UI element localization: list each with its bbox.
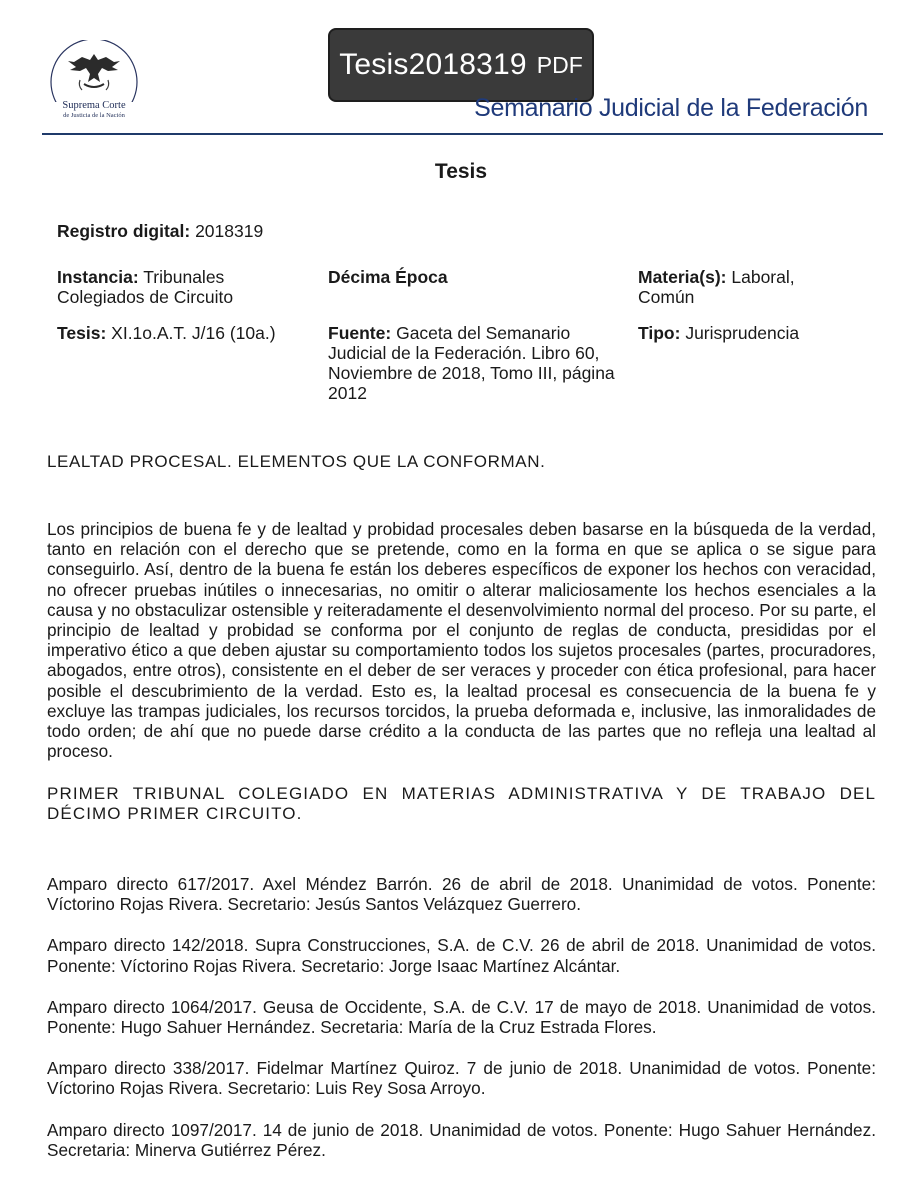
fuente-value: Gaceta del Semanario Judicial de la Federación. Libro 60, Noviembre de 2018, Tomo III, página 2012 [328, 323, 615, 403]
materias-value: Laboral, Común [638, 267, 795, 307]
epoca-field [328, 267, 448, 287]
header-divider [42, 133, 883, 135]
registro-value: 2018319 [195, 221, 264, 241]
instancia-value: Tribunales Colegiados de Circuito [57, 267, 234, 307]
materias-label: Materia(s): [638, 267, 727, 287]
registro-digital [57, 221, 263, 241]
tipo-label: Tipo: [638, 323, 681, 343]
instancia-field [57, 267, 307, 307]
pdf-format-label: PDF [536, 51, 583, 78]
instancia-label: Instancia: [57, 267, 139, 287]
tipo-field [638, 323, 799, 343]
precedent-item: Amparo directo 338/2017. Fidelmar Martínez Quiroz. 7 de junio de 2018. Unanimidad de votos. Ponente: Víctorino Rojas Rivera. Secretario: Luis Rey Sosa Arroyo. [47, 1058, 876, 1099]
document-type-title: Tesis [434, 160, 488, 183]
tesis-label: Tesis: [57, 323, 107, 343]
logo-name-line1: Suprema Corte [62, 100, 126, 111]
pdf-title-badge[interactable] [328, 28, 594, 102]
publication-masthead: Semanario Judicial de la Federación [474, 94, 868, 122]
court-logo [46, 40, 142, 126]
precedent-item: Amparo directo 142/2018. Supra Construcciones, S.A. de C.V. 26 de abril de 2018. Unanimidad de votos. Ponente: Víctorino Rojas Rivera. Secretario: Jorge Isaac Martínez Alcántar. [47, 935, 876, 976]
fuente-field [328, 323, 630, 403]
epoca-value: Décima Época [328, 267, 448, 287]
precedent-item: Amparo directo 617/2017. Axel Méndez Barrón. 26 de abril de 2018. Unanimidad de votos. Ponente: Víctorino Rojas Rivera. Secretario: Jesús Santos Velázquez Guerrero. [47, 874, 876, 915]
eagle-emblem-icon [46, 40, 142, 102]
logo-name-line2: de Justicia de la Nación [63, 112, 125, 119]
registro-label: Registro digital: [57, 221, 191, 241]
tesis-body-text: Los principios de buena fe y de lealtad y probidad procesales deben basarse en la búsqueda de la verdad, tanto en relación con el derecho que se pretende, como en la forma en que se aplica o se sigue para conseguirlo. Así, dentro de la buena fe están los deberes específicos de exponer los hechos con veracidad, no ofrecer pruebas inútiles o innecesarias, no omitir o alterar maliciosamente los hechos esenciales a la causa y no obstaculizar ostensible y reiteradamente el desenvolvimiento normal del proceso. Por su parte, el principio de lealtad y probidad se conforma por el conjunto de reglas de conducta, presididas por el imperativo ético a que deben ajustar su comportamiento todos los sujetos procesales (partes, procuradores, abogados, entre otros), consistente en el deber de ser veraces y proceder con ética profesional, para hacer posible el descubrimiento de la verdad. Esto es, la lealtad procesal es consecuencia de la buena fe y excluye las trampas judiciales, los recursos torcidos, la prueba deformada e, inclusive, las inmoralidades de todo orden; de ahí que no puede darse crédito a la conducta de las partes que no refleja una lealtad al proceso. [47, 519, 876, 762]
tesis-value: XI.1o.A.T. J/16 (10a.) [111, 323, 276, 343]
precedent-item: Amparo directo 1064/2017. Geusa de Occidente, S.A. de C.V. 17 de mayo de 2018. Unanimidad de votos. Ponente: Hugo Sahuer Hernández. Secretaria: María de la Cruz Estrada Flores. [47, 996, 876, 1038]
tesis-rubro: LEALTAD PROCESAL. ELEMENTOS QUE LA CONFORMAN. [47, 452, 546, 471]
precedent-item: Amparo directo 1097/2017. 14 de junio de 2018. Unanimidad de votos. Ponente: Hugo Sahuer Hernández. Secretaria: Minerva Gutiérrez Pérez. [47, 1119, 876, 1160]
tesis-field [57, 323, 317, 343]
tipo-value: Jurisprudencia [685, 323, 800, 343]
issuing-tribunal: PRIMER TRIBUNAL COLEGIADO EN MATERIAS ADMINISTRATIVA Y DE TRABAJO DEL DÉCIMO PRIMER CIRCUITO. [47, 784, 876, 823]
precedents-list [47, 874, 876, 1181]
fuente-label: Fuente: [328, 323, 392, 343]
materias-field [638, 267, 848, 307]
pdf-document-title: Tesis2018319 [339, 48, 527, 81]
